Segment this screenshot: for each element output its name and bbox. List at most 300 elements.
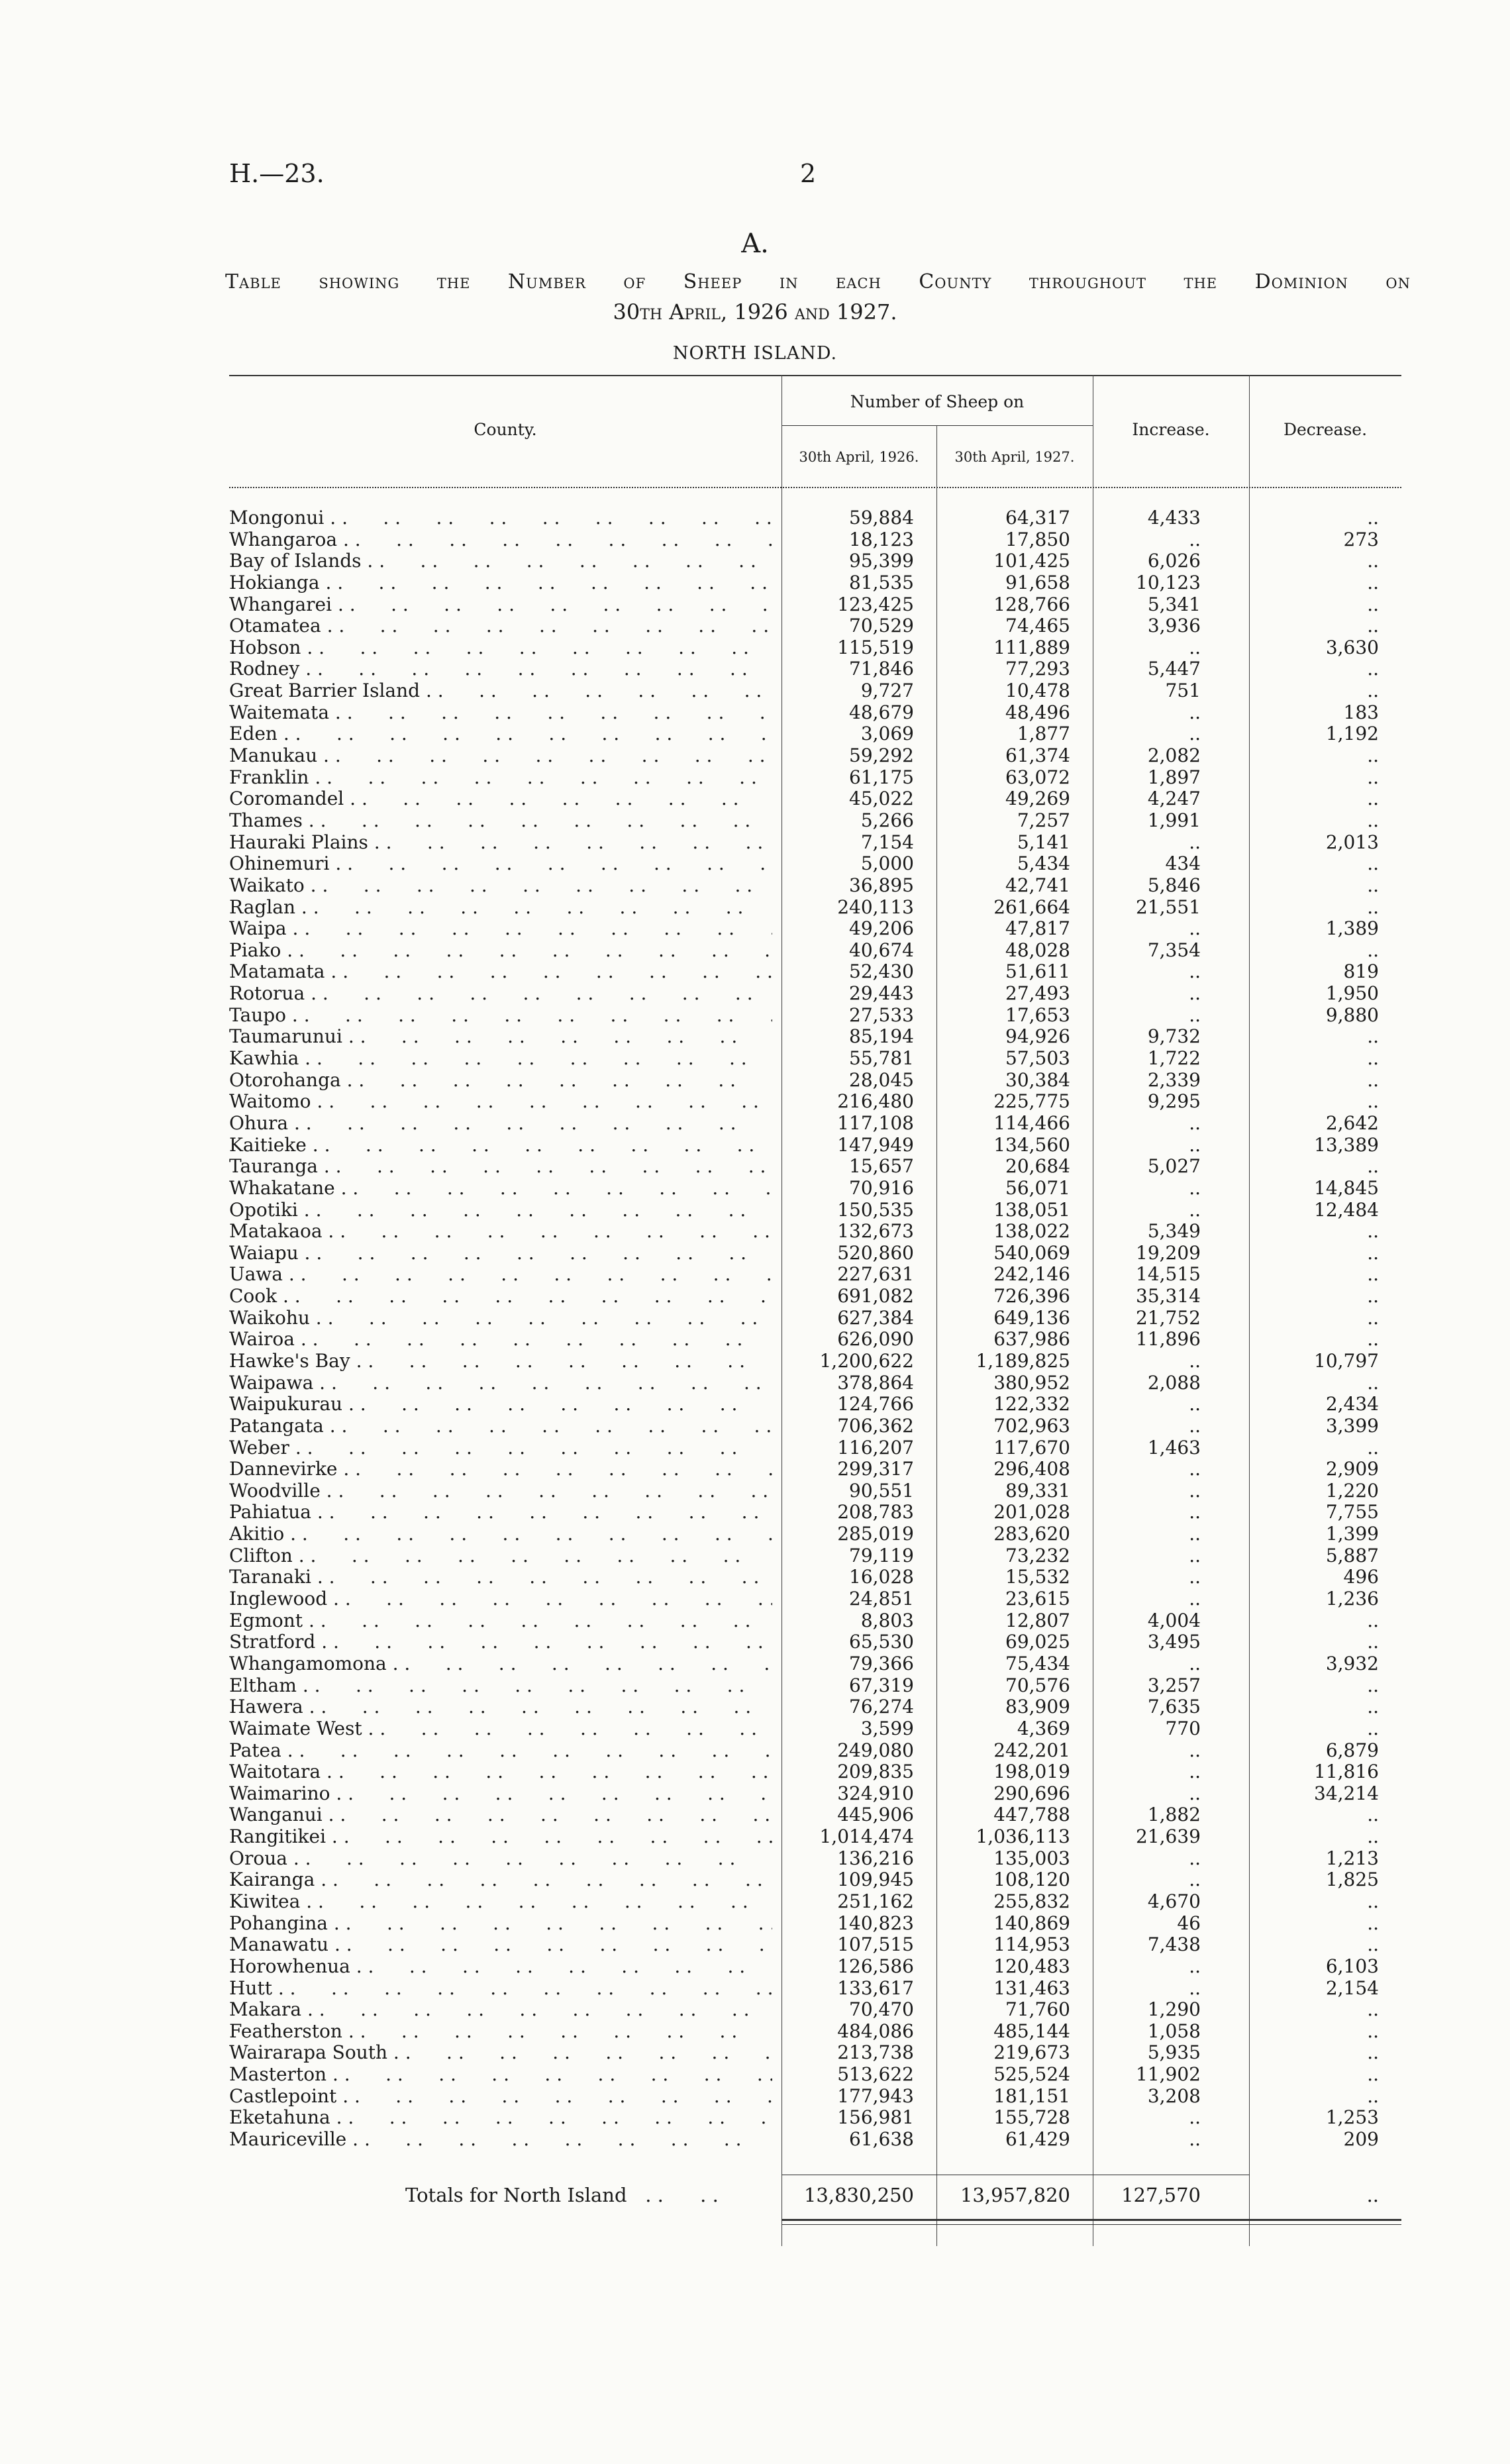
increase-value: 770 [1165,1717,1201,1739]
increase-value: .. [1189,1652,1201,1674]
increase-value: 3,257 [1147,1674,1201,1696]
increase-value: 14,515 [1136,1263,1201,1286]
increase-value: .. [1189,701,1201,723]
table-row [0,1415,1510,1437]
table-row [0,1502,1510,1523]
sheep-1926: 8,803 [860,1609,914,1631]
sheep-1927: 726,396 [993,1285,1070,1308]
sheep-1927: 5,434 [1017,852,1070,875]
sheep-1927: 4,369 [1017,1717,1070,1739]
sheep-1926: 691,082 [837,1285,914,1308]
table-row [0,1610,1510,1632]
county-name: Whangamomona . . [229,1653,772,1674]
increase-value: .. [1189,1544,1201,1566]
sheep-1927: 138,051 [993,1198,1070,1221]
county-name: Whangaroa . . [229,529,772,550]
sheep-1927: 48,496 [1005,701,1070,723]
sheep-1926: 28,045 [849,1068,914,1091]
sheep-1926: 85,194 [849,1025,914,1048]
decrease-value: 3,630 [1325,636,1379,658]
sheep-1926: 208,783 [837,1501,914,1523]
decrease-value: .. [1367,2020,1379,2042]
sheep-1926: 15,657 [849,1155,914,1178]
sheep-1927: 114,953 [993,1933,1070,1956]
increase-value: 11,896 [1136,1328,1201,1351]
table-row [0,1891,1510,1913]
county-name: Otorohanga . . [229,1070,772,1091]
decrease-value: .. [1367,1696,1379,1718]
sheep-1926: 513,622 [837,2063,914,2086]
decrease-value: 6,879 [1325,1739,1379,1761]
table-row [0,1740,1510,1762]
increase-value: .. [1189,1479,1201,1502]
county-name: Rotorua . . [229,983,772,1004]
sheep-1926: 59,884 [849,507,914,529]
sheep-1926: 249,080 [837,1739,914,1761]
sheep-1927: 20,684 [1005,1155,1070,1178]
county-name: Coromandel . . [229,788,772,809]
table-row [0,897,1510,919]
table-row [0,961,1510,983]
county-name: Pahiatua . . [229,1502,772,1523]
sheep-1926: 67,319 [849,1674,914,1696]
increase-value: .. [1189,1133,1201,1156]
sheep-1926: 147,949 [837,1133,914,1156]
increase-value: 1,991 [1147,809,1201,831]
county-name: Tauranga . . [229,1156,772,1177]
decrease-value: .. [1367,809,1379,831]
increase-value: 4,004 [1147,1609,1201,1631]
sheep-1927: 122,332 [993,1393,1070,1415]
county-name: Taumarunui . . [229,1026,772,1047]
sheep-1927: 198,019 [993,1761,1070,1783]
increase-value: 3,936 [1147,615,1201,637]
increase-value: 35,314 [1136,1285,1201,1308]
table-row [0,680,1510,702]
county-name: Waimarino . . [229,1783,772,1804]
table-row [0,1351,1510,1372]
increase-value: .. [1189,982,1201,1005]
increase-value: 1,882 [1147,1804,1201,1826]
sheep-1927: 525,524 [993,2063,1070,2086]
sheep-1927: 73,232 [1005,1544,1070,1566]
county-name: Whakatane . . [229,1178,772,1199]
county-name: Manukau . . [229,745,772,766]
decrease-value: 1,825 [1325,1869,1379,1891]
increase-value: .. [1189,1458,1201,1480]
sheep-1927: 219,673 [993,2041,1070,2064]
county-name: Bay of Islands . . [229,550,772,572]
decrease-value: .. [1367,1047,1379,1070]
sheep-1927: 131,463 [993,1976,1070,1999]
column-header-1926: 30th April, 1926. [799,449,919,465]
increase-value: .. [1189,2128,1201,2151]
decrease-value: 2,154 [1325,1976,1379,1999]
sheep-1927: 30,384 [1005,1068,1070,1091]
column-header-1927: 30th April, 1927. [954,449,1075,465]
county-name: Hauraki Plains . . [229,832,772,853]
sheep-1927: 94,926 [1005,1025,1070,1048]
table-row [0,1913,1510,1935]
increase-value: .. [1189,1761,1201,1783]
increase-value: 5,846 [1147,874,1201,896]
table-row [0,2064,1510,2086]
sheep-1926: 132,673 [837,1220,914,1243]
increase-value: .. [1189,831,1201,853]
increase-value: 2,082 [1147,744,1201,767]
table-row [0,788,1510,810]
table-row [0,1308,1510,1329]
increase-value: 10,123 [1136,571,1201,593]
page-number: 2 [800,159,817,188]
decrease-value: 2,909 [1325,1458,1379,1480]
decrease-value: .. [1367,939,1379,961]
sheep-1926: 76,274 [849,1696,914,1718]
decrease-value: 11,816 [1314,1761,1379,1783]
table-row [0,983,1510,1005]
sheep-1926: 626,090 [837,1328,914,1351]
decrease-value: 6,103 [1325,1955,1379,1977]
sheep-1926: 90,551 [849,1479,914,1502]
sheep-1926: 213,738 [837,2041,914,2064]
county-name: Oroua . . [229,1848,772,1869]
sheep-1926: 123,425 [837,593,914,615]
sheep-1927: 225,775 [993,1090,1070,1113]
decrease-value: .. [1367,1025,1379,1048]
table-row [0,658,1510,680]
increase-value: 1,463 [1147,1436,1201,1459]
decrease-value: 5,887 [1325,1544,1379,1566]
sheep-1927: 283,620 [993,1523,1070,1545]
county-name: Dannevirke . . [229,1459,772,1480]
column-header-group: Number of Sheep on [850,392,1025,411]
sheep-1926: 324,910 [837,1782,914,1804]
county-name: Pohangina . . [229,1913,772,1934]
decrease-value: .. [1367,571,1379,593]
table-row [0,637,1510,659]
table-row [0,1566,1510,1588]
decrease-value: .. [1367,744,1379,767]
county-name: Makara . . [229,1999,772,2020]
increase-value: 7,438 [1147,1933,1201,1956]
sheep-1927: 61,374 [1005,744,1070,767]
decrease-value: .. [1367,1933,1379,1956]
county-name: Eden . . [229,723,772,744]
decrease-value: 3,399 [1325,1414,1379,1437]
sheep-1926: 156,981 [837,2106,914,2129]
sheep-1926: 70,529 [849,615,914,637]
county-name: Eltham . . [229,1675,772,1696]
table-row [0,2042,1510,2064]
table-row [0,875,1510,897]
sheep-1926: 109,945 [837,1869,914,1891]
sheep-1926: 115,519 [837,636,914,658]
decrease-value: .. [1367,1609,1379,1631]
increase-value: 3,495 [1147,1631,1201,1653]
sheep-1926: 126,586 [837,1955,914,1977]
increase-value: 2,339 [1147,1068,1201,1091]
sheep-1927: 91,658 [1005,571,1070,593]
increase-value: 21,639 [1136,1825,1201,1848]
table-row [0,2129,1510,2151]
county-name: Waikohu . . [229,1308,772,1329]
county-name: Wairarapa South . . [229,2042,772,2063]
county-name: Kaitieke . . [229,1135,772,1156]
table-row [0,1783,1510,1805]
decrease-value: 2,013 [1325,831,1379,853]
decrease-value: .. [1367,1890,1379,1912]
sheep-1927: 64,317 [1005,507,1070,529]
table-row [0,1718,1510,1740]
table-row [0,1135,1510,1156]
county-name: Hutt . . [229,1978,772,1999]
table-bottom-rule-2 [781,2224,1401,2225]
sheep-1927: 63,072 [1005,766,1070,788]
sheep-1926: 285,019 [837,1523,914,1545]
document-reference: H.—23. [229,159,325,188]
increase-value: 5,341 [1147,593,1201,615]
county-name: Featherston . . [229,2021,772,2042]
sheep-1926: 117,108 [837,1111,914,1134]
increase-value: .. [1189,960,1201,983]
table-row [0,1329,1510,1351]
sheep-1926: 79,119 [849,1544,914,1566]
sheep-1927: 135,003 [993,1847,1070,1869]
county-name: Patea . . [229,1740,772,1761]
table-row [0,507,1510,529]
county-name: Waimate West . . [229,1718,772,1739]
county-name: Raglan . . [229,897,772,918]
sheep-1926: 48,679 [849,701,914,723]
county-name: Cook . . [229,1286,772,1307]
sheep-1927: 380,952 [993,1371,1070,1394]
table-row [0,1286,1510,1308]
increase-value: .. [1189,723,1201,745]
sheep-1927: 89,331 [1005,1479,1070,1502]
county-name: Hawke's Bay . . [229,1351,772,1372]
increase-value: 3,208 [1147,2084,1201,2107]
sheep-1927: 128,766 [993,593,1070,615]
county-name: Hobson . . [229,637,772,658]
county-name: Waipawa . . [229,1372,772,1394]
sheep-1926: 49,206 [849,917,914,940]
county-name: Manawatu . . [229,1934,772,1955]
sheep-1927: 71,760 [1005,1998,1070,2021]
sheep-1926: 150,535 [837,1198,914,1221]
decrease-value: .. [1367,1241,1379,1264]
increase-value: 751 [1165,680,1201,702]
subheader-rule [781,425,1093,426]
sheep-1927: 242,201 [993,1739,1070,1761]
sheep-1926: 16,028 [849,1566,914,1588]
increase-value: 21,752 [1136,1306,1201,1329]
county-name: Inglewood . . [229,1588,772,1610]
sheep-1926: 61,638 [849,2128,914,2151]
sheep-1926: 79,366 [849,1652,914,1674]
sheep-1927: 120,483 [993,1955,1070,1977]
increase-value: 4,247 [1147,788,1201,810]
decrease-value: .. [1367,1263,1379,1286]
decrease-value: .. [1367,2084,1379,2107]
decrease-value: .. [1367,1674,1379,1696]
county-name: Rodney . . [229,658,772,680]
sheep-1927: 47,817 [1005,917,1070,940]
table-row [0,1675,1510,1697]
table-row [0,940,1510,962]
table-row [0,1545,1510,1567]
sheep-1926: 227,631 [837,1263,914,1286]
increase-value: 4,433 [1147,507,1201,529]
sheep-1926: 70,916 [849,1176,914,1199]
decrease-value: .. [1367,1804,1379,1826]
decrease-value: .. [1367,550,1379,572]
sheep-1926: 116,207 [837,1436,914,1459]
sheep-1927: 23,615 [1005,1588,1070,1610]
sheep-1926: 3,069 [860,723,914,745]
sheep-1926: 520,860 [837,1241,914,1264]
table-row [0,1178,1510,1200]
sheep-1926: 445,906 [837,1804,914,1826]
sheep-1926: 27,533 [849,1003,914,1026]
table-row [0,1026,1510,1048]
increase-value: 4,670 [1147,1890,1201,1912]
county-name: Waitemata . . [229,702,772,723]
decrease-value: .. [1367,1998,1379,2021]
increase-value: .. [1189,636,1201,658]
decrease-value: .. [1367,1068,1379,1091]
table-row [0,1956,1510,1978]
increase-value: .. [1189,528,1201,550]
increase-value: 1,290 [1147,1998,1201,2021]
table-row [0,2021,1510,2043]
decrease-value: .. [1367,1306,1379,1329]
table-row [0,853,1510,875]
increase-value: .. [1189,1739,1201,1761]
county-name: Great Barrier Island . . [229,680,772,701]
table-row [0,1156,1510,1178]
increase-value: 5,935 [1147,2041,1201,2064]
sheep-1927: 111,889 [993,636,1070,658]
sheep-1926: 209,835 [837,1761,914,1783]
sheep-1926: 706,362 [837,1414,914,1437]
decrease-value: 209 [1343,2128,1379,2151]
increase-value: 46 [1177,1912,1201,1934]
county-name: Hokianga . . [229,572,772,593]
increase-value: 2,088 [1147,1371,1201,1394]
totals-1926: 13,830,250 [803,2184,914,2206]
county-name: Uawa . . [229,1264,772,1285]
table-row [0,723,1510,745]
table-row [0,918,1510,940]
table-bottom-rule [781,2219,1401,2221]
sheep-1926: 81,535 [849,571,914,593]
county-name: Waitotara . . [229,1761,772,1782]
decrease-value: .. [1367,788,1379,810]
sheep-1927: 114,466 [993,1111,1070,1134]
county-name: Patangata . . [229,1415,772,1437]
increase-value: .. [1189,1501,1201,1523]
sheep-1926: 18,123 [849,528,914,550]
decrease-value: .. [1367,1285,1379,1308]
increase-value: .. [1189,1393,1201,1415]
sheep-1926: 36,895 [849,874,914,896]
county-name: Stratford . . [229,1631,772,1653]
increase-value: .. [1189,1176,1201,1199]
sheep-1927: 702,963 [993,1414,1070,1437]
increase-value: .. [1189,1414,1201,1437]
sheep-1926: 59,292 [849,744,914,767]
county-name: Eketahuna . . [229,2107,772,2128]
increase-value: .. [1189,1566,1201,1588]
county-name: Matamata . . [229,961,772,982]
table-row [0,1437,1510,1459]
table-title-line1: Table showing the Number of Sheep in each County throughout the Dominion on [225,270,1411,293]
decrease-value: .. [1367,615,1379,637]
sheep-1927: 17,850 [1005,528,1070,550]
sheep-1926: 5,000 [860,852,914,875]
increase-value: .. [1189,1198,1201,1221]
county-name: Taranaki . . [229,1566,772,1588]
decrease-value: 2,642 [1325,1111,1379,1134]
decrease-value: 1,950 [1325,982,1379,1005]
sheep-1927: 75,434 [1005,1652,1070,1674]
sheep-1926: 5,266 [860,809,914,831]
decrease-value: 3,932 [1325,1652,1379,1674]
table-row [0,1848,1510,1870]
decrease-value: 1,389 [1325,917,1379,940]
sheep-1927: 70,576 [1005,1674,1070,1696]
sheep-1927: 15,532 [1005,1566,1070,1588]
sheep-1927: 201,028 [993,1501,1070,1523]
sheep-1927: 108,120 [993,1869,1070,1891]
table-row [0,1588,1510,1610]
county-name: Whangarei . . [229,594,772,615]
county-name: Thames . . [229,810,772,831]
sheep-1926: 7,154 [860,831,914,853]
decrease-value: 9,880 [1325,1003,1379,1026]
decrease-value: .. [1367,1220,1379,1243]
county-name: Ohinemuri . . [229,853,772,874]
sheep-1927: 1,189,825 [976,1349,1070,1372]
sheep-1926: 378,864 [837,1371,914,1394]
sheep-1926: 136,216 [837,1847,914,1869]
increase-value: 7,635 [1147,1696,1201,1718]
increase-value: .. [1189,1349,1201,1372]
decrease-value: .. [1367,896,1379,918]
sheep-1927: 1,877 [1017,723,1070,745]
table-row [0,1459,1510,1480]
sheep-1927: 48,028 [1005,939,1070,961]
sheep-1927: 181,151 [993,2084,1070,2107]
table-row [0,810,1510,832]
table-row [0,1653,1510,1675]
increase-value: .. [1189,1847,1201,1869]
decrease-value: .. [1367,593,1379,615]
table-row [0,1804,1510,1826]
sheep-1926: 240,113 [837,896,914,918]
section-heading: NORTH ISLAND. [672,343,838,364]
sheep-1927: 637,986 [993,1328,1070,1351]
increase-value: 5,027 [1147,1155,1201,1178]
table-row [0,1761,1510,1783]
county-name: Waiapu . . [229,1243,772,1264]
sheep-1926: 251,162 [837,1890,914,1912]
decrease-value: 1,220 [1325,1479,1379,1502]
increase-value: .. [1189,1523,1201,1545]
county-name: Otamatea . . [229,615,772,637]
table-row [0,1631,1510,1653]
decrease-value: 2,434 [1325,1393,1379,1415]
